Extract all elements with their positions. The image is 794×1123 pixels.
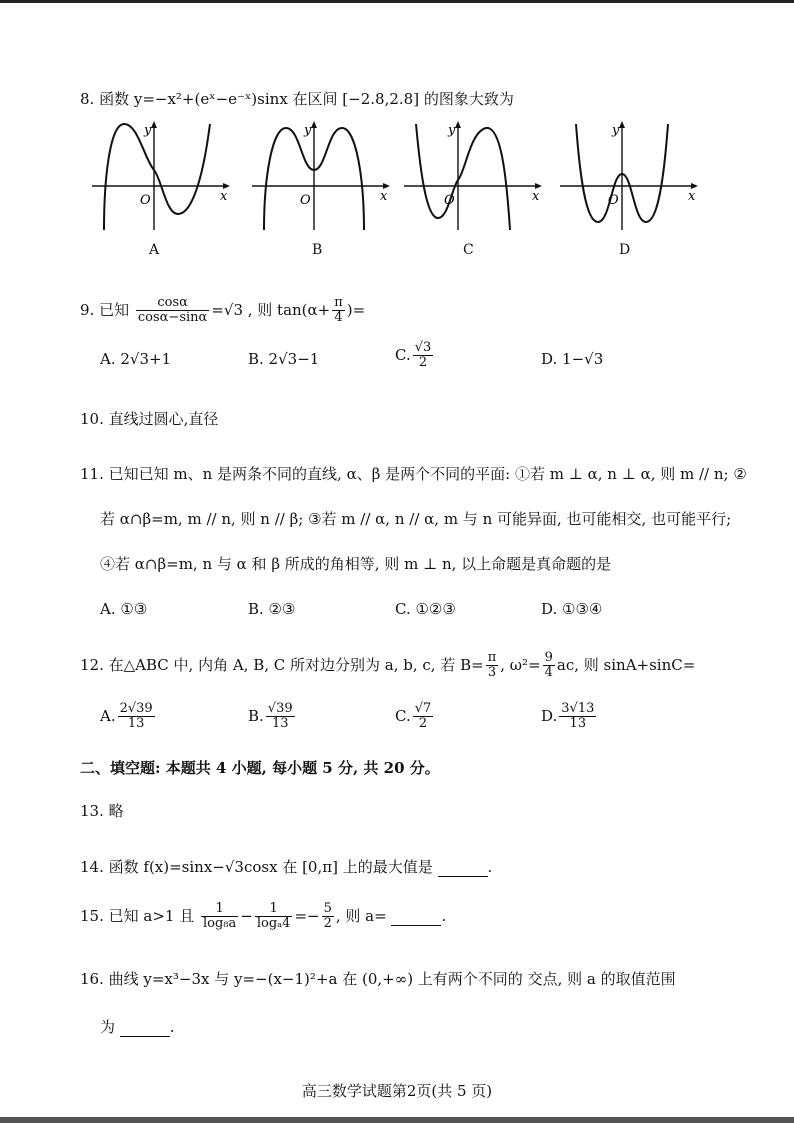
q15-stem: 15. 已知 a>1 且 $\frac{1}{\text{log₈a}}$ − $\frac{1}{\text{logₐ4}}$ =− $\frac{5}{2}$ , 则 a= . [80,901,447,932]
svg-text:y: y [304,123,312,138]
q16-line-1: 16. 曲线 y=x³−3x 与 y=−(x−1)²+a 在 (0,+∞) 上有两个不同的 交点, 则 a 的取值范围 [80,970,676,988]
bottom-border [0,1117,794,1123]
q8-graph-c [402,118,547,233]
svg-text:y: y [612,123,620,138]
q9-stem: 9. 已知 $\frac{\cos\alpha}{\cos\alpha-\sin\alpha}$ =√3 , 则 tan(α+ $\frac{\pi}{4}$ )= [80,295,366,326]
q12-option-a: A. $\frac{2√39}{13}$ [100,701,153,732]
graph-label-c: C [463,242,474,258]
q11-line-3: ④若 α∩β=m, n 与 α 和 β 所成的角相等, 则 m ⊥ n, 以上命题是真命题的是 [100,555,612,573]
q15-answer-blank[interactable] [391,907,441,926]
q11-option-b: B. ②③ [248,600,296,618]
svg-text:y: y [144,123,152,138]
graph-label-a: A [149,242,160,258]
q11-option-c: C. ①②③ [395,600,456,618]
q8-graph-b [250,118,395,233]
section-2-heading: 二、填空题: 本题共 4 小题, 每小题 5 分, 共 20 分。 [80,759,440,777]
q11-line-1: 11. 已知已知 m、n 是两条不同的直线, α、β 是两个不同的平面: ①若 m ⊥ α, n ⊥ α, 则 m // n; ② [80,465,747,483]
svg-text:x: x [220,189,228,204]
q10-stem: 10. 直线过圆心,直径 [80,410,219,428]
top-border [0,0,794,3]
q16-answer-blank[interactable] [120,1018,170,1037]
q13-stem: 13. 略 [80,802,124,820]
svg-text:x: x [688,189,696,204]
q14-stem: 14. 函数 f(x)=sinx−√3cosx 在 [0,π] 上的最大值是 . [80,858,493,876]
q9-pi-fraction: $\frac{\pi}{4}$ [334,295,343,326]
q9-option-c: C. $\frac{√3}{2}$ [395,340,432,371]
q11-option-a: A. ①③ [100,600,148,618]
q12-option-c: C. $\frac{√7}{2}$ [395,701,432,732]
q9-option-b: B. 2√3−1 [248,350,320,368]
svg-text:y: y [448,123,456,138]
q8-graph-d [558,118,703,233]
q12-stem: 12. 在△ABC 中, 内角 A, B, C 所对边分别为 a, b, c, 若 B= $\frac{\pi}{3}$ , ω²= $\frac{9}{4}$ ac, 则 sinA+sinC= [80,650,696,681]
page-footer: 高三数学试题第2页(共 5 页) [301,1082,493,1100]
q16-line-2: 为 . [100,1018,175,1036]
graph-label-d: D [619,242,631,258]
q12-option-d: D. $\frac{3√13}{13}$ [541,701,595,732]
q9-option-a: A. 2√3+1 [100,350,172,368]
svg-text:x: x [380,189,388,204]
svg-text:O: O [608,193,619,208]
q11-option-d: D. ①③④ [541,600,603,618]
graph-label-b: B [312,242,323,258]
q9-fraction: $\frac{\cos\alpha}{\cos\alpha-\sin\alpha}$ [137,295,208,326]
q9-option-d: D. 1−√3 [541,350,604,368]
svg-text:O: O [140,193,151,208]
svg-text:x: x [532,189,540,204]
q8-stem: 8. 函数 y=−x²+(eˣ−e⁻ˣ)sinx 在区间 [−2.8,2.8] 的图象大致为 [80,90,514,108]
q12-option-b: B. $\frac{√39}{13}$ [248,701,293,732]
q8-graph-a [90,118,235,233]
q14-answer-blank[interactable] [438,858,488,877]
svg-text:O: O [300,193,311,208]
q11-line-2: 若 α∩β=m, m // n, 则 n // β; ③若 m // α, n // α, m 与 n 可能异面, 也可能相交, 也可能平行; [100,510,732,528]
svg-text:O: O [444,193,455,208]
